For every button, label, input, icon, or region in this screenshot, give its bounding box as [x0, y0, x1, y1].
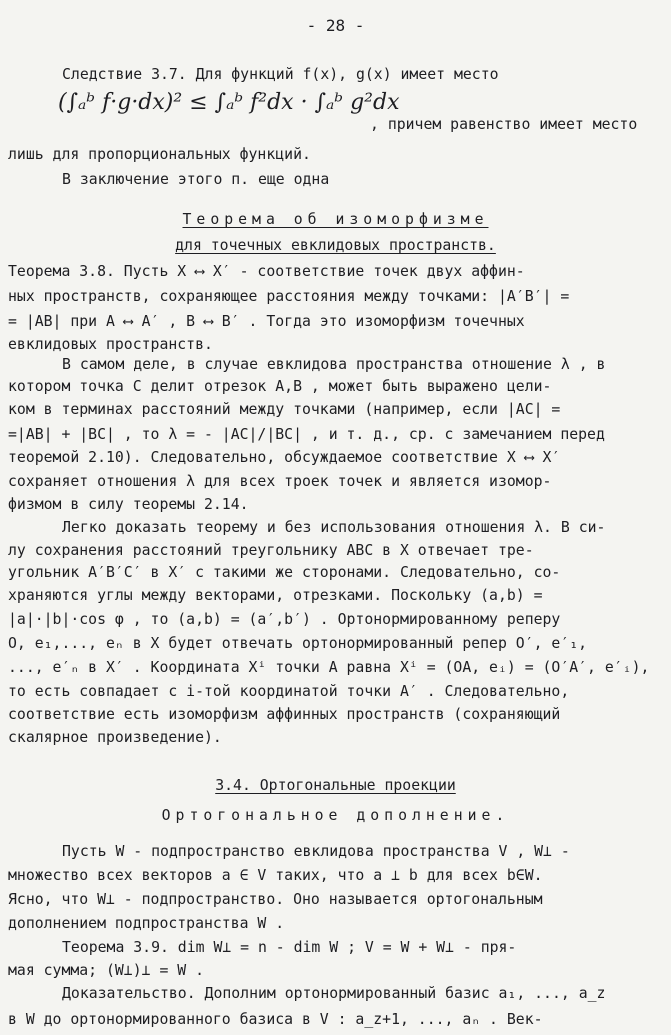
text-line: ных пространств, сохраняющее расстояния между точками: |A′B′| =	[8, 288, 570, 305]
text-line: Доказательство. Дополним ортонормированный базис a₁, ..., a_z	[62, 985, 606, 1002]
page-number: - 28 -	[306, 16, 365, 35]
text-line: ..., e′ₙ в X′ . Координата Xⁱ точки A равна Xⁱ = (OA, eᵢ) = (O′A′, e′ᵢ),	[8, 659, 650, 676]
text-line: физмом в силу теоремы 2.14.	[8, 496, 249, 513]
text-line: евклидовых пространств.	[8, 336, 213, 353]
text-line: в W до ортонормированного базиса в V : a_z+1, ..., aₙ . Век-	[8, 1011, 543, 1028]
text-line: лишь для пропорциональных функций.	[8, 146, 311, 163]
text-line: храняются углы между векторами, отрезками. Поскольку (a,b) =	[8, 587, 543, 604]
text-line: |a|·|b|·cos φ , то (a,b) = (a′,b′) . Ортонормированному реперу	[8, 611, 561, 628]
text-line: Теорема 3.8. Пусть X ⟷ X′ - соответствие точек двух аффин-	[8, 263, 525, 280]
text-line: Ортогональное дополнение.	[161, 807, 510, 824]
text-line: скалярное произведение).	[8, 729, 222, 746]
text-line: мая сумма; (W⊥)⊥ = W .	[8, 962, 204, 979]
text-line: дополнением подпространства W .	[8, 915, 285, 932]
text-line: Следствие 3.7. Для функций f(x), g(x) имеет место	[62, 66, 499, 83]
text-line: Ясно, что W⊥ - подпространство. Оно называется ортогональным	[8, 891, 543, 908]
text-line: сохраняет отношения λ для всех троек точек и является изомор-	[8, 473, 552, 490]
text-line: 3.4. Ортогональные проекции	[215, 777, 456, 794]
text-line: то есть совпадает с i-той координатой точки A′ . Следовательно,	[8, 683, 570, 700]
cauchy-inequality-formula: (∫ₐᵇ f·g·dx)² ≤ ∫ₐᵇ f²dx · ∫ₐᵇ g²dx	[58, 90, 400, 115]
text-line: угольник A′B′C′ в X′ с такими же сторонами. Следовательно, со-	[8, 564, 561, 581]
text-line: O, e₁,..., eₙ в X будет отвечать ортонормированный репер O′, e′₁,	[8, 635, 588, 652]
text-line: котором точка C делит отрезок A,B , может быть выражено цели-	[8, 378, 552, 395]
text-line: В самом деле, в случае евклидова пространства отношение λ , в	[62, 356, 606, 373]
text-line: теоремой 2.10). Следовательно, обсуждаемое соответствие X ⟷ X′	[8, 449, 561, 466]
text-line: =|AB| + |BC| , то λ = - |AC|/|BC| , и т. д., ср. с замечанием перед	[8, 426, 605, 443]
text-line: Теорема 3.9. dim W⊥ = n - dim W ; V = W + W⊥ - пря-	[62, 939, 517, 956]
text-line: ком в терминах расстояний между точками (например, если |AC| =	[8, 401, 561, 418]
text-line: лу сохранения расстояний треугольнику ABC в X отвечает тре-	[8, 542, 534, 559]
text-line: для точечных евклидовых пространств.	[175, 237, 496, 254]
text-line: = |AB| при A ⟷ A′ , B ⟷ B′ . Тогда это изоморфизм точечных	[8, 313, 525, 330]
text-line: Теорема об изоморфизме	[182, 211, 489, 228]
text-line: Легко доказать теорему и без использования отношения λ. В си-	[62, 519, 606, 536]
text-line: соответствие есть изоморфизм аффинных пространств (сохраняющий	[8, 706, 561, 723]
text-line: , причем равенство имеет место	[370, 116, 638, 133]
text-line: Пусть W - подпространство евклидова пространства V , W⊥ -	[62, 843, 570, 860]
text-line: множество всех векторов a ∈ V таких, что a ⊥ b для всех b∈W.	[8, 867, 543, 884]
text-line: В заключение этого п. еще одна	[62, 171, 330, 188]
